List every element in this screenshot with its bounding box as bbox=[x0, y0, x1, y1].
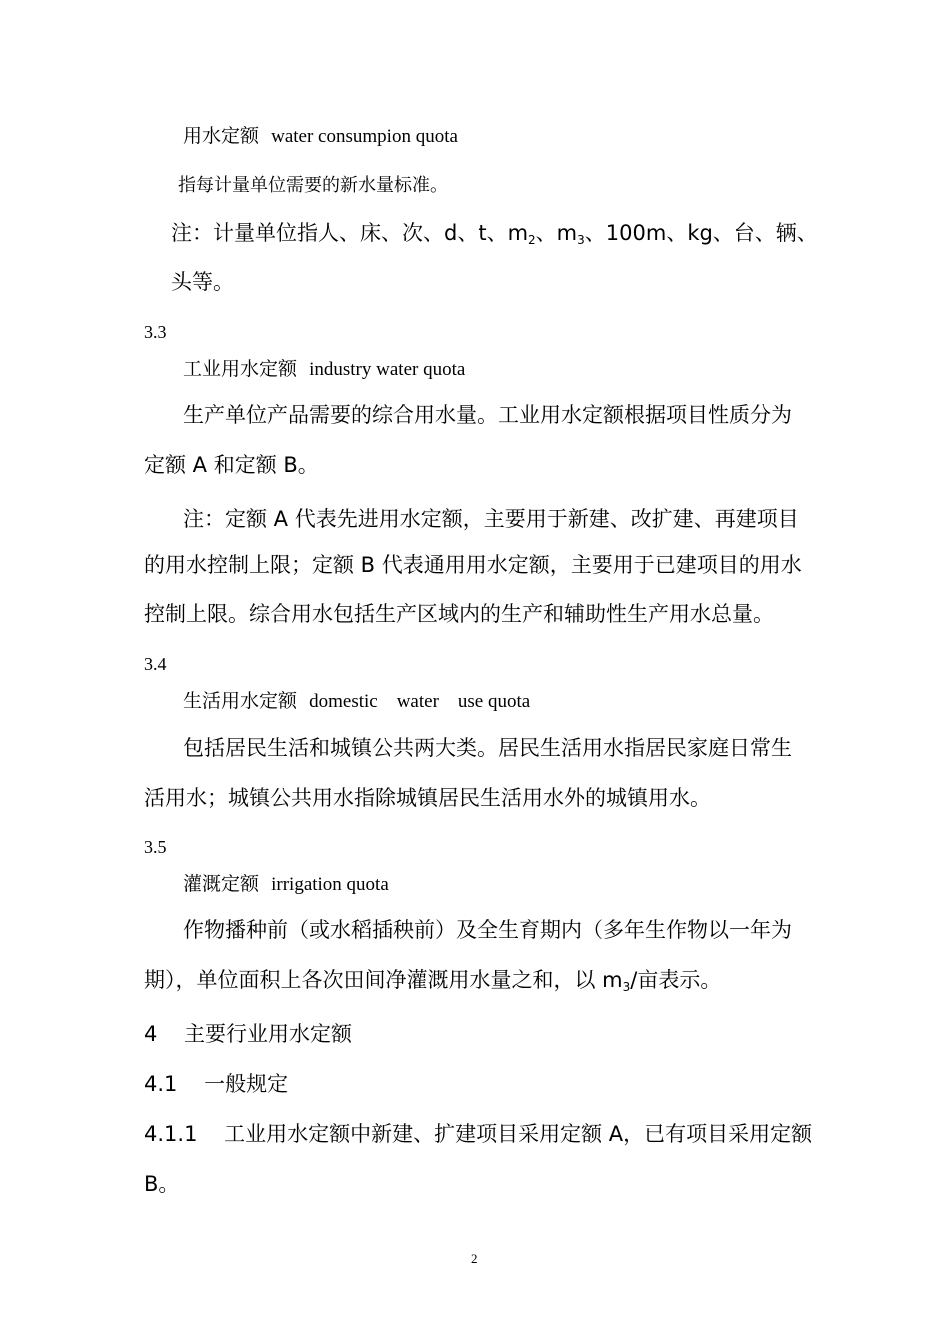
definition-line-1: 生产单位产品需要的综合用水量。工业用水定额根据项目性质分为 bbox=[183, 403, 792, 427]
term-water-consumption bbox=[183, 127, 458, 146]
item-4-1-1-line-2: B。 bbox=[144, 1172, 180, 1196]
term-irrigation bbox=[183, 875, 389, 894]
note-line: 注：计量单位指人、床、次、d、t、$m_2$、$m_3$、100m、kg、台、辆、 bbox=[171, 221, 818, 247]
term-zh: 用水定额 bbox=[183, 125, 260, 147]
section-number-3-3: 3.3 bbox=[144, 322, 167, 342]
page-number: 2 bbox=[471, 1251, 478, 1266]
term-zh: 生活用水定额 bbox=[183, 690, 298, 712]
term-domestic-water bbox=[183, 692, 530, 711]
section-heading-4-1: 4.1 一般规定 bbox=[144, 1072, 289, 1096]
definition-line-2: 活用水；城镇公共用水指除城镇居民生活用水外的城镇用水。 bbox=[144, 786, 711, 810]
definition-line-2: 期），单位面积上各次田间净灌溉用水量之和，以 $m_3/$亩表示。 bbox=[144, 968, 722, 994]
section-number-3-4: 3.4 bbox=[144, 654, 167, 674]
term-en: industry water quota bbox=[309, 359, 466, 380]
note-line-3: 控制上限。综合用水包括生产区域内的生产和辅助性生产用水总量。 bbox=[144, 602, 774, 626]
definition-line-1: 包括居民生活和城镇公共两大类。居民生活用水指居民家庭日常生 bbox=[183, 736, 792, 760]
note-continuation: 头等。 bbox=[171, 270, 234, 294]
term-en: irrigation quota bbox=[271, 874, 389, 895]
term-industry-water bbox=[183, 360, 465, 379]
definition-line-1: 作物播种前（或水稻插秧前）及全生育期内（多年生作物以一年为 bbox=[183, 918, 792, 942]
definition-line-2: 定额 A 和定额 B。 bbox=[144, 453, 319, 477]
term-zh: 灌溉定额 bbox=[183, 873, 260, 895]
term-en: domestic water use quota bbox=[309, 691, 531, 712]
term-zh: 工业用水定额 bbox=[183, 358, 298, 380]
note-line-2: 的用水控制上限；定额 B 代表通用用水定额，主要用于已建项目的用水 bbox=[144, 553, 802, 577]
section-number-3-5: 3.5 bbox=[144, 837, 167, 857]
definition-text: 指每计量单位需要的新水量标准。 bbox=[178, 175, 448, 196]
item-4-1-1-line-1: 4.1.1 工业用水定额中新建、扩建项目采用定额 A，已有项目采用定额 bbox=[144, 1122, 813, 1146]
term-en: water consumpion quota bbox=[271, 126, 458, 147]
section-heading-4: 4 主要行业用水定额 bbox=[144, 1022, 353, 1046]
note-line-1: 注：定额 A 代表先进用水定额，主要用于新建、改扩建、再建项目 bbox=[183, 507, 799, 531]
